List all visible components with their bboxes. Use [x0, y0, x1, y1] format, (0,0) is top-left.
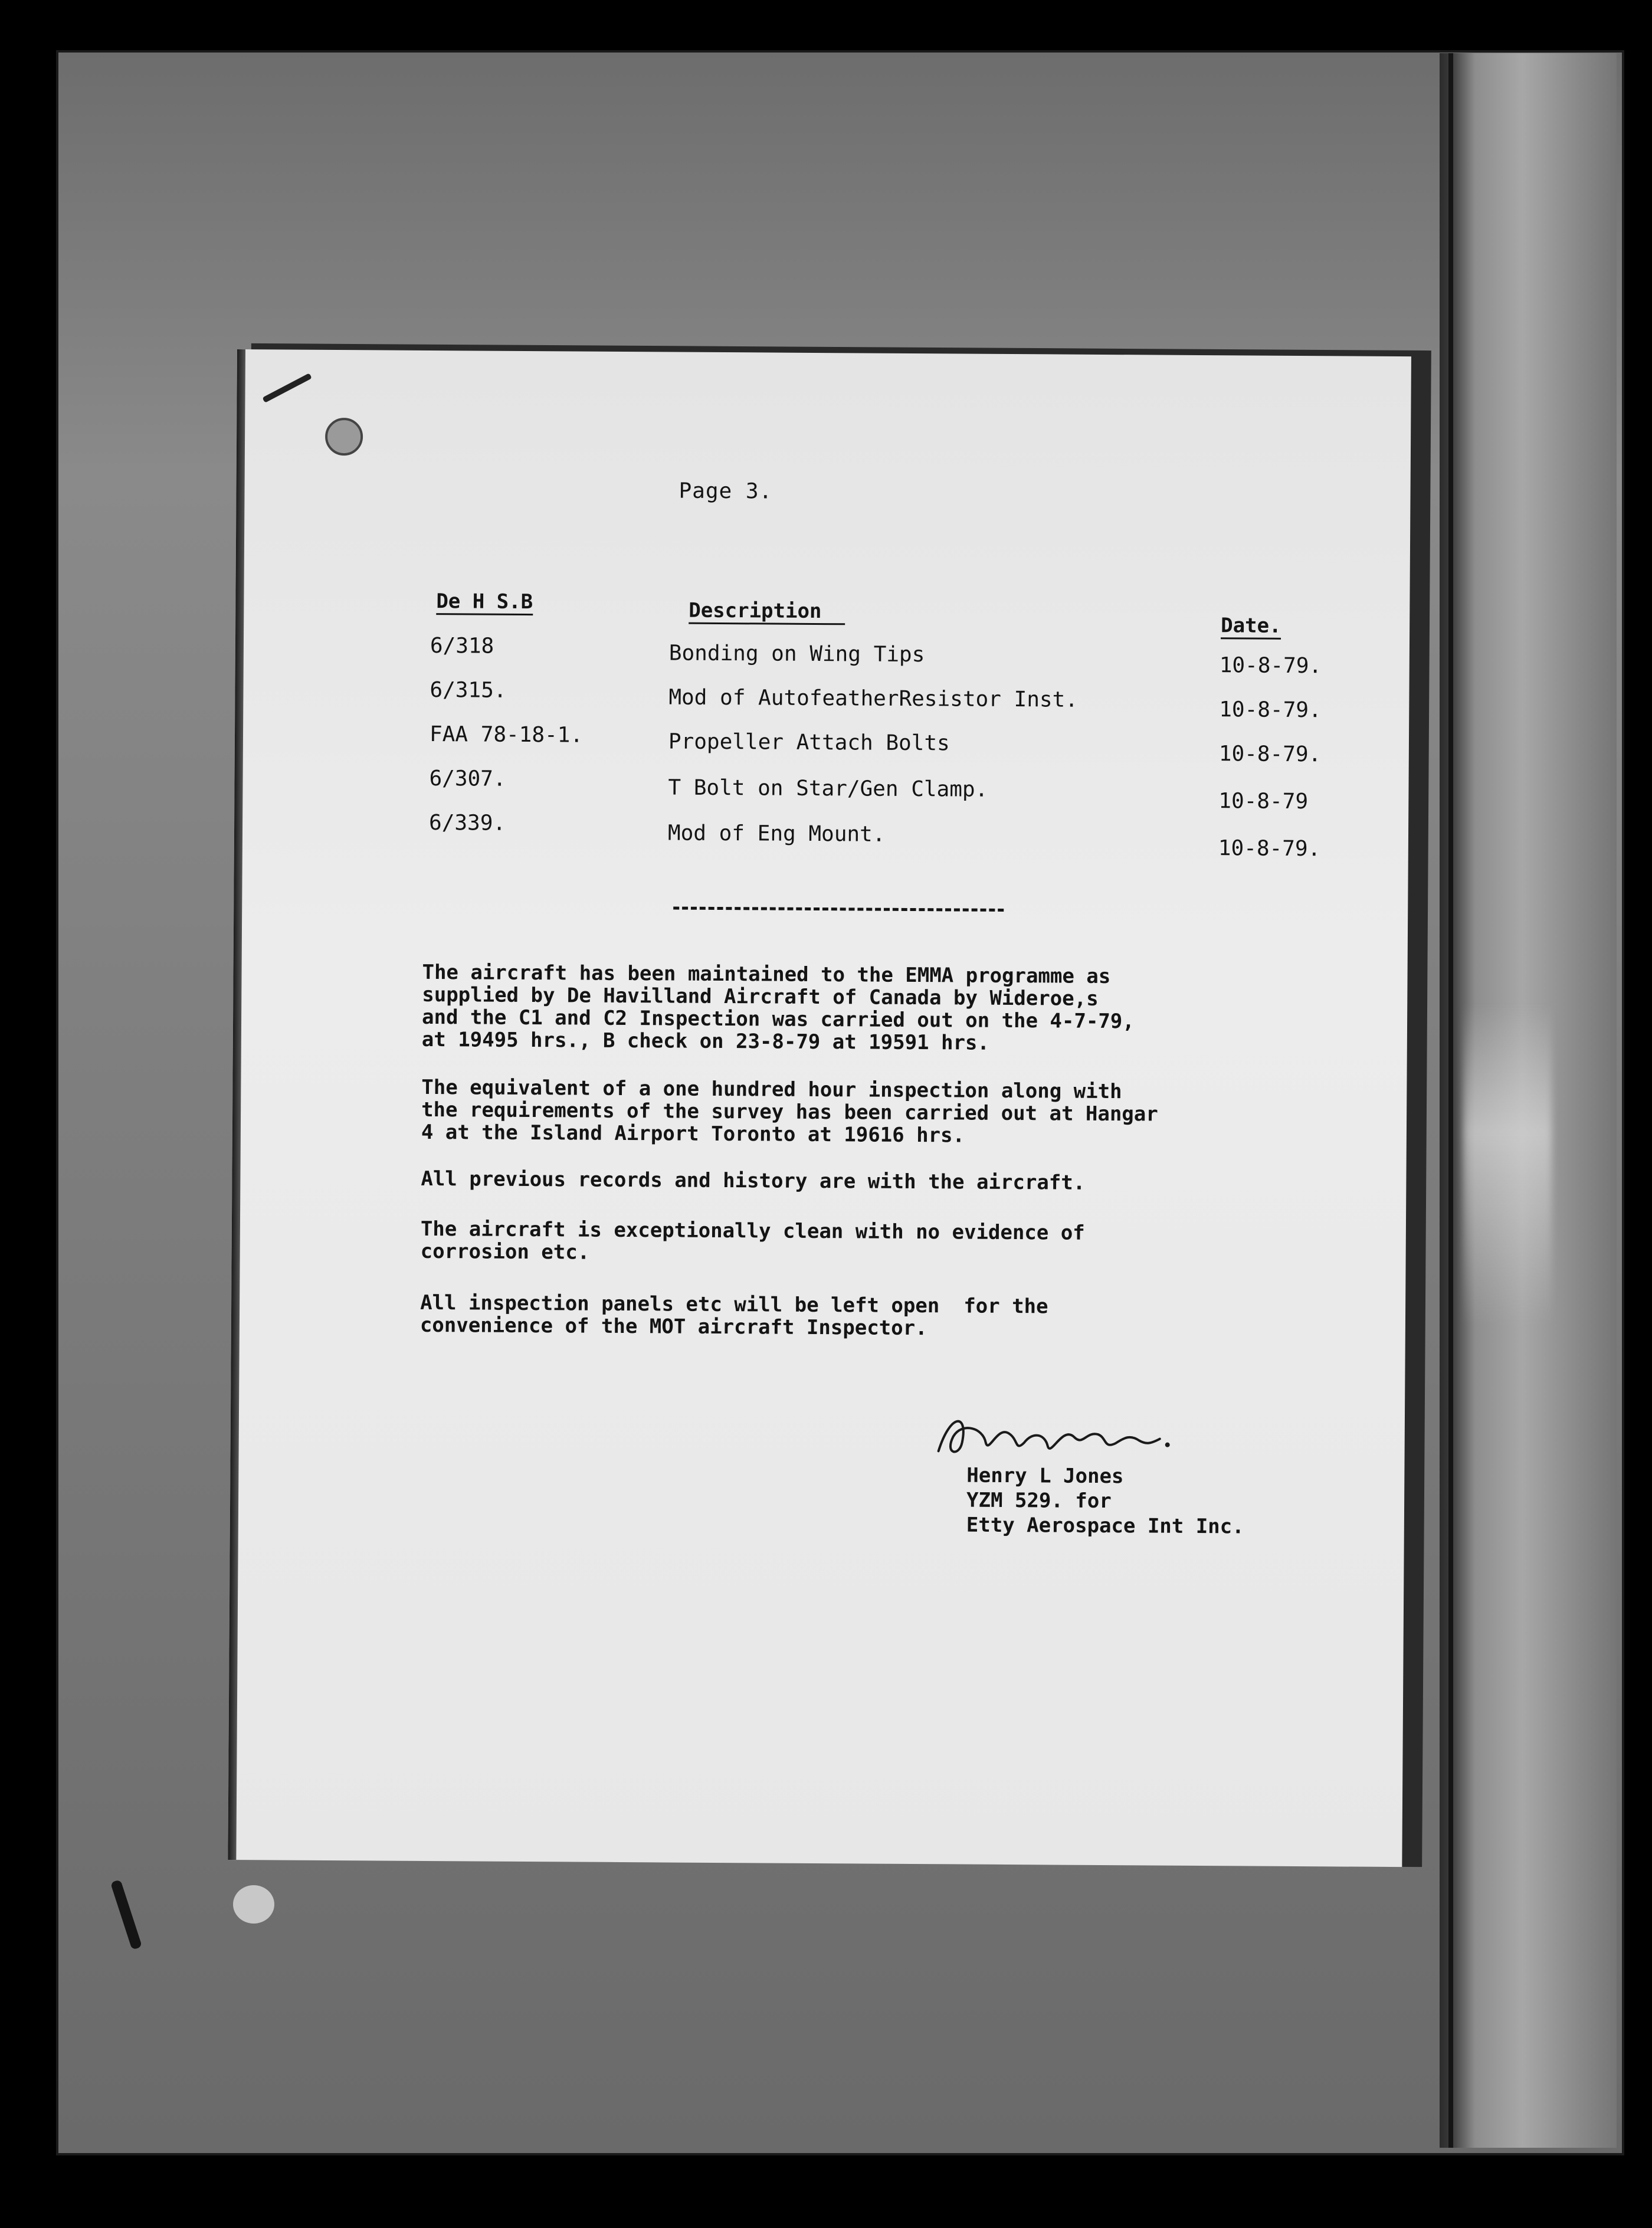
- right-edge-line: [1448, 53, 1453, 2148]
- paragraph-records: All previous records and history are with the aircraft.: [421, 1167, 1086, 1195]
- signatory-company: Etty Aerospace Int Inc.: [966, 1513, 1244, 1539]
- staple-icon: [262, 373, 312, 403]
- section-divider: [673, 907, 1004, 912]
- table-row-description: Mod of Eng Mount.: [667, 821, 886, 847]
- table-row-ref: FAA 78-18-1.: [429, 722, 584, 748]
- table-row-ref: 6/307.: [429, 766, 506, 791]
- table-row-date: 10-8-79.: [1219, 697, 1322, 723]
- table-row-ref: 6/339.: [428, 811, 506, 836]
- signatory-block: [966, 1463, 1245, 1539]
- paragraph-maintenance: The aircraft has been maintained to the EMMA programme as supplied by De Havilland Aircraft of Canada by Wideroe,s and the C1 and C2 Inspection was carried out on the 4-7-79, at 19495 hrs., B check on 23-8-79 at 19591 hrs.: [421, 960, 1135, 1055]
- signatory-name: Henry L Jones: [966, 1463, 1124, 1489]
- table-row-date: 10-8-79.: [1219, 653, 1322, 679]
- handwritten-signature: [926, 1401, 1175, 1467]
- signatory-licence: YZM 529. for: [966, 1488, 1112, 1513]
- paragraph-condition: The aircraft is exceptionally clean with no evidence of corrosion etc.: [420, 1217, 1085, 1264]
- table-row-date: 10-8-79: [1218, 789, 1309, 814]
- header-date: Date.: [1221, 614, 1281, 640]
- page-number: Page 3.: [678, 479, 773, 504]
- punch-hole-icon: [325, 418, 363, 456]
- paragraph-inspection: The equivalent of a one hundred hour inspection along with the requirements of the survey has been carried out at Hangar 4 at the Island Airport Toronto at 19616 hrs.: [421, 1075, 1158, 1148]
- table-row-date: 10-8-79.: [1218, 836, 1321, 861]
- table-row-description: T Bolt on Star/Gen Clamp.: [668, 775, 988, 802]
- header-description: Description: [689, 599, 845, 625]
- film-blob-mark: [233, 1885, 274, 1924]
- document-page: [228, 349, 1411, 1867]
- table-row-ref: 6/318: [430, 634, 494, 658]
- table-row-description: Bonding on Wing Tips: [668, 641, 925, 667]
- paragraph-panels: All inspection panels etc will be left open for the convenience of the MOT aircraft Inspector.: [419, 1290, 1048, 1341]
- table-row-description: Mod of AutofeatherResistor Inst.: [668, 685, 1079, 712]
- header-sb-reference: De H S.B: [436, 589, 533, 615]
- film-smudge: [1463, 1003, 1552, 1328]
- table-row-description: Propeller Attach Bolts: [668, 729, 950, 756]
- table-row-date: 10-8-79.: [1218, 742, 1322, 767]
- table-row-ref: 6/315.: [430, 678, 507, 703]
